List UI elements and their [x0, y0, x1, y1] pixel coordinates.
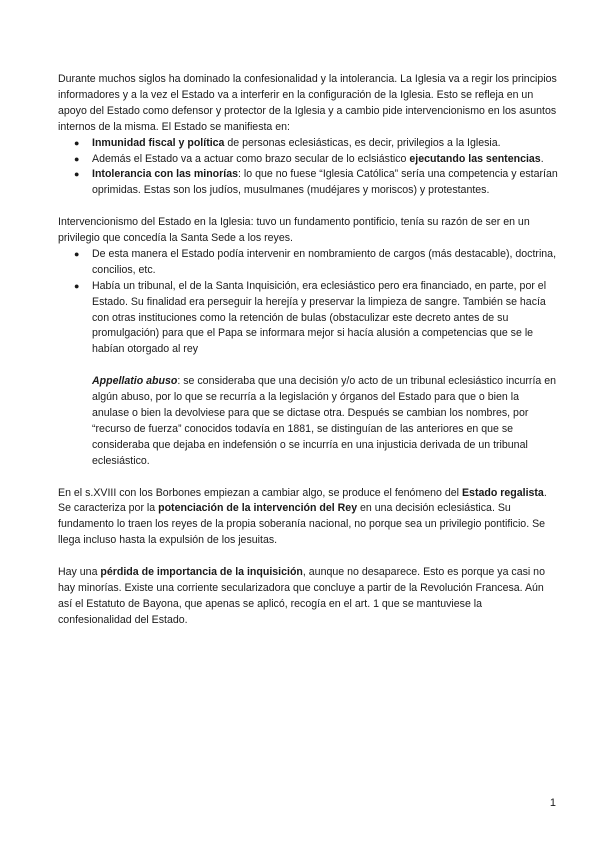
list-text: De esta manera el Estado podía intervenir en nombramiento de cargos (más destacable), doctrina, concilios, etc. [92, 247, 557, 276]
list-item [58, 247, 558, 279]
list-text: Además el Estado va a actuar como brazo secular de lo eclsiástico [92, 152, 410, 165]
bold-text: potenciación de la intervención del Rey [158, 502, 358, 515]
bold-text: ejecutando las sentencias [409, 152, 541, 165]
list-item [58, 152, 558, 168]
bold-text: Intolerancia con las minorías [92, 168, 239, 181]
paragraph-text: Hay una [58, 566, 101, 579]
bold-text: pérdida de importancia de la inquisición [100, 566, 303, 579]
paragraph-intro: Durante muchos siglos ha dominado la confesionalidad y la intolerancia. La Iglesia va a regir los principios informadores y a la vez el Estado va a interferir en la configuración de la Iglesia. Esto se refleja en un apoyo del Estado como defensor y protector de la Iglesia y a cambio pide intervencionismo en los asuntos internos de la misma. El Estado se manifiesta en: [58, 73, 557, 133]
bullet-icon: ● [74, 137, 80, 148]
appellatio-term: Appellatio abuso [92, 375, 178, 388]
paragraph-text: en una decisión eclesiástica. Su fundamento lo traen los reyes de la propia soberanía nacional, no porque sea un privilegio pontificio. Se llega incluso hasta la expulsión de los jesuitas. [58, 502, 546, 547]
list-text: Había un tribunal, el de la Santa Inquisición, era eclesiástico pero era financiado, en parte, por el Estado. Su finalidad era perseguir la herejía y preservar la limpieza de sangre. También se hacía con otras instituciones como la retención de bulas (obstaculizar este decreto antes de su promulgación) para que el Papa se informara mejor si hacía alusión a competencias que se le habían otorgado al rey [92, 279, 547, 356]
bullet-list-interventionism [58, 247, 558, 358]
list-item [58, 136, 558, 152]
paragraph-interventionism: Intervencionismo del Estado en la Iglesia: tuvo un fundamento pontificio, tenía su razón de ser en un privilegio que concedía la Santa Sede a los reyes. [58, 216, 530, 245]
paragraph-text: . Se caracteriza por la [58, 486, 547, 515]
paragraph-text: , aunque no desaparece. Esto es porque ya casi no hay minorías. Existe una corriente secularizadora que concluye a partir de la Revolución Francesa. Aún así el Estatuto de Bayona, que apenas se aplicó, recogía en el art. 1 que se mantuviese la confesionalidad del Estado. [58, 566, 545, 626]
list-item [58, 167, 558, 199]
paragraph-regalism [58, 486, 558, 550]
bullet-icon: ● [74, 153, 80, 164]
page-number: 1 [549, 797, 556, 809]
bold-text: Estado regalista [461, 486, 544, 499]
bullet-icon: ● [74, 280, 80, 291]
list-text: : lo que no fuese “Iglesia Católica” sería una competencia y estarían oprimidas. Estas son los judíos, musulmanes (mudéjares y moriscos) y protestantes. [92, 168, 558, 197]
paragraph-inquisition [58, 565, 558, 629]
list-item [58, 279, 558, 359]
list-text: de personas eclesiásticas, es decir, privilegios a la Iglesia. [224, 136, 501, 149]
paragraph-appellatio [58, 374, 558, 469]
bullet-icon: ● [74, 169, 80, 180]
document-body [58, 72, 558, 629]
bullet-list-state-manifestations [58, 136, 558, 200]
bold-text: Inmunidad fiscal y política [92, 136, 225, 149]
appellatio-text: : se consideraba que una decisión y/o acto de un tribunal eclesiástico incurría en algún abuso, por lo que se recurría a la legislación y órganos del Estado para que o bien la anulase o bien la devolviese para que se dictase otra. Después se cambian los nombres, por “recurso de fuerza” conocidos todavía en 1881, se distinguían de las anteriores en que se consideraba que dejaba en indefensión o se incurría en una injusticia derivada de un tribunal eclesiástico. [92, 375, 557, 467]
bullet-icon: ● [74, 248, 80, 259]
list-text: . [540, 152, 544, 165]
paragraph-text: En el s.XVIII con los Borbones empiezan a cambiar algo, se produce el fenómeno del [58, 486, 462, 499]
